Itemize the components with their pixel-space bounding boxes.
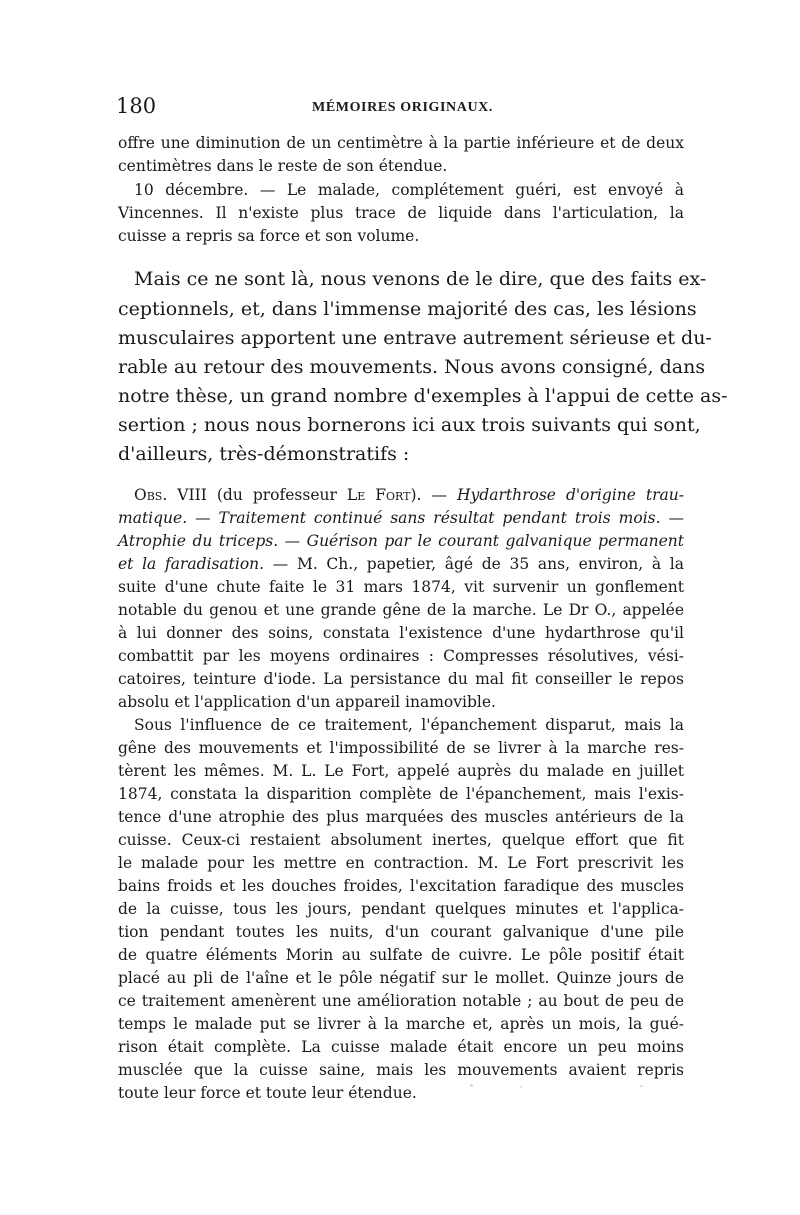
text-line: cuisse. Ceux-ci restaient absolument inertes, quelque effort que fit [118, 831, 684, 849]
text-line: cuisse a repris sa force et son volume. [118, 227, 420, 245]
text-line: combattit par les moyens ordinaires : Compresses résolutives, vési- [118, 647, 684, 665]
text-line: Sous l'influence de ce traitement, l'épanchement disparut, mais la [134, 716, 684, 734]
observation-heading [134, 486, 684, 504]
text-line: Mais ce ne sont là, nous venons de le dire, que des faits ex- [134, 268, 707, 290]
observation-title: Hydarthrose d'origine trau- [457, 486, 685, 504]
text-line: Vincennes. Il n'existe plus trace de liquide dans l'articulation, la [118, 204, 684, 222]
text-line: ceptionnels, et, dans l'immense majorité des cas, les lésions [118, 298, 697, 320]
text-line: sertion ; nous nous bornerons ici aux trois suivants qui sont, [118, 414, 701, 436]
text-line: le malade pour les mettre en contraction. M. Le Fort prescrivit les [118, 854, 684, 872]
text-line: gêne des mouvements et l'impossibilité de se livrer à la marche res- [118, 739, 684, 757]
text-line: 10 décembre. — Le malade, complétement guéri, est envoyé à [134, 181, 684, 199]
text-line: de quatre éléments Morin au sulfate de cuivre. Le pôle positif était [118, 946, 684, 964]
heading-text: (du professeur [206, 486, 347, 504]
text-line: bains froids et les douches froides, l'excitation faradique des muscles [118, 877, 684, 895]
scan-speck [640, 1085, 643, 1087]
text-line: offre une diminution de un centimètre à la partie inférieure et de deux [118, 134, 684, 152]
observation-title-line: matique. — Traitement continué sans résultat pendant trois mois. — [118, 509, 684, 527]
text-line: catoires, teinture d'iode. La persistance du mal fit conseiller le repos [118, 670, 684, 688]
heading-text: ). — [410, 486, 458, 504]
author-name: Le Fort [346, 486, 411, 504]
text-line [118, 555, 684, 573]
text-line: suite d'une chute faite le 31 mars 1874, vit survenir un gonflement [118, 578, 684, 596]
text-line: 1874, constata la disparition complète de l'épanchement, mais l'exis- [118, 785, 684, 803]
text-line: à lui donner des soins, constata l'existence d'une hydarthrose qu'il [118, 624, 684, 642]
text-line: tion pendant toutes les nuits, d'un courant galvanique d'une pile [118, 923, 684, 941]
observation-label: Obs. VIII [134, 486, 207, 504]
text-line: notable du genou et une grande gêne de la marche. Le Dr O., appelée [118, 601, 684, 619]
text-line: rable au retour des mouvements. Nous avons consigné, dans [118, 356, 706, 378]
text-line: toute leur force et toute leur étendue. [118, 1084, 417, 1102]
scan-speck [520, 1086, 522, 1088]
scan-speck [470, 1084, 473, 1087]
text-line: tence d'une atrophie des plus marquées des muscles antérieurs de la [118, 808, 684, 826]
observation-title-line: Atrophie du triceps. — Guérison par le courant galvanique permanent [118, 532, 684, 550]
text-line: d'ailleurs, très-démonstratifs : [118, 443, 410, 465]
text-line: centimètres dans le reste de son étendue. [118, 157, 448, 175]
text-line: musculaires apportent une entrave autrement sérieuse et du- [118, 327, 712, 349]
text-line: tèrent les mêmes. M. L. Le Fort, appelé auprès du malade en juillet [118, 762, 684, 780]
text-line: musclée que la cuisse saine, mais les mouvements avaient repris [118, 1061, 684, 1079]
text-line: temps le malade put se livrer à la marche et, après un mois, la gué- [118, 1015, 684, 1033]
text-line: placé au pli de l'aîne et le pôle négatif sur le mollet. Quinze jours de [118, 969, 684, 987]
running-title: MÉMOIRES ORIGINAUX. [312, 100, 493, 115]
text-line: absolu et l'application d'un appareil inamovible. [118, 693, 496, 711]
text-line: ce traitement amenèrent une amélioration notable ; au bout de peu de [118, 992, 684, 1010]
text-line: notre thèse, un grand nombre d'exemples à l'appui de cette as- [118, 385, 728, 407]
text-line: rison était complète. La cuisse malade était encore un peu moins [118, 1038, 684, 1056]
text-line: de la cuisse, tous les jours, pendant quelques minutes et l'applica- [118, 900, 684, 918]
observation-title: et la faradisation. [118, 555, 265, 573]
text-run: — M. Ch., papetier, âgé de 35 ans, environ, à la [264, 555, 684, 573]
page-number: 180 [116, 94, 157, 118]
